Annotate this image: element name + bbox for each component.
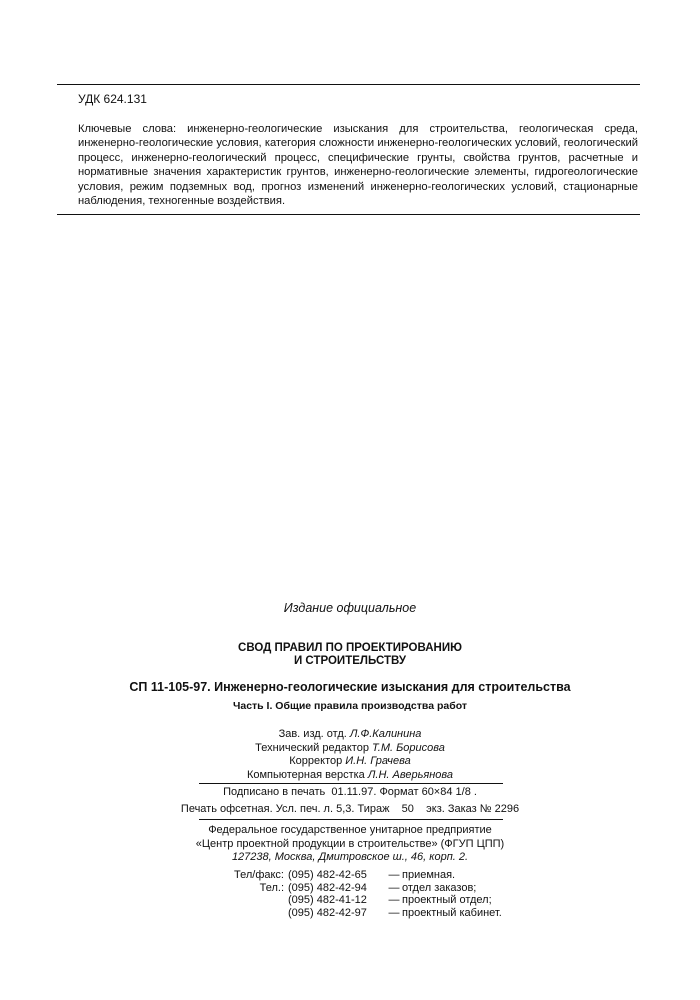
staff-name: И.Н. Грачева xyxy=(345,755,411,767)
phone-row xyxy=(0,894,700,907)
phone-dash: — xyxy=(388,869,400,881)
publisher-line-1: Федеральное государственное унитарное предприятие xyxy=(208,824,492,836)
phone-label xyxy=(0,894,288,907)
phone-number: (095) 482-42-65 xyxy=(288,869,367,881)
keywords-paragraph: Ключевые слова: инженерно-геологические изыскания для строительства, геологическая среда, инженерно-геологические условия, категория сложности инженерно-геологических условий, геологический процесс, инженерно-геологический процесс, специфические грунты, свойства грунтов, расчетные и нормативные значения характеристик грунтов, инженерно-геологические элементы, гидрогеологические условия, режим подземных вод, прогноз изменений инженерно-геологических условий, стационарные наблюдения, техногенные воздействия. xyxy=(78,123,638,208)
phone-list xyxy=(0,869,700,919)
phone-number: (095) 482-41-12 xyxy=(288,894,367,906)
phone-description: приемная. xyxy=(402,869,456,881)
phone-dash: — xyxy=(388,894,400,906)
staff-name: Л.Ф.Калинина xyxy=(349,728,422,740)
print-info xyxy=(0,784,700,818)
staff-row xyxy=(0,769,700,783)
publisher-address: 127238, Москва, Дмитровское ш., 46, корп. 2. xyxy=(231,851,469,863)
phone-row xyxy=(0,907,700,920)
staff-name: Л.Н. Аверьянова xyxy=(367,768,454,781)
phone-number: (095) 482-42-97 xyxy=(288,906,367,919)
staff-name: Т.М. Борисова xyxy=(372,741,445,754)
phone-dash: — xyxy=(388,881,400,894)
document-title: СП 11-105-97. Инженерно-геологические изыскания для строительства xyxy=(129,680,571,694)
publisher-block xyxy=(0,824,700,865)
staff-role: Компьютерная верстка xyxy=(246,768,365,781)
part-title: Часть I. Общие правила производства работ xyxy=(232,700,468,712)
staff-row xyxy=(0,755,700,769)
staff-role: Технический редактор xyxy=(255,741,369,754)
phone-description: отдел заказов; xyxy=(402,881,477,894)
keywords-bottom-rule xyxy=(57,214,640,215)
phone-dash: — xyxy=(388,906,400,919)
staff-row xyxy=(0,728,700,742)
phone-description: проектный отдел; xyxy=(402,894,492,906)
udk-code: УДК 624.131 xyxy=(78,92,147,106)
phone-label: Тел.: xyxy=(259,881,284,894)
print-line-1: Подписано в печать 01.11.97. Формат 60×84 1/8 . xyxy=(223,786,477,798)
staff-role: Корректор xyxy=(289,755,343,767)
phone-label xyxy=(0,907,288,920)
staff-row xyxy=(0,742,700,756)
phone-description: проектный кабинет. xyxy=(402,906,502,919)
svod-title xyxy=(0,642,700,668)
top-rule xyxy=(57,84,640,85)
svod-title-line-1: СВОД ПРАВИЛ ПО ПРОЕКТИРОВАНИЮ xyxy=(238,642,462,654)
staff-role: Зав. изд. отд. xyxy=(278,728,347,740)
publisher-line-2: «Центр проектной продукции в строительстве» (ФГУП ЦПП) xyxy=(195,837,505,850)
phone-row xyxy=(0,882,700,895)
official-edition-label: Издание официальное xyxy=(283,601,417,615)
staff-credits xyxy=(0,728,700,782)
svod-title-line-2: И СТРОИТЕЛЬСТВУ xyxy=(293,655,407,667)
print-bottom-rule xyxy=(199,819,503,820)
phone-number: (095) 482-42-94 xyxy=(288,881,367,894)
phone-label: Тел/факс: xyxy=(234,869,284,881)
print-line-2: Печать офсетная. Усл. печ. л. 5,3. Тираж 50 экз. Заказ № 2296 xyxy=(180,803,520,815)
phone-row xyxy=(0,869,700,882)
